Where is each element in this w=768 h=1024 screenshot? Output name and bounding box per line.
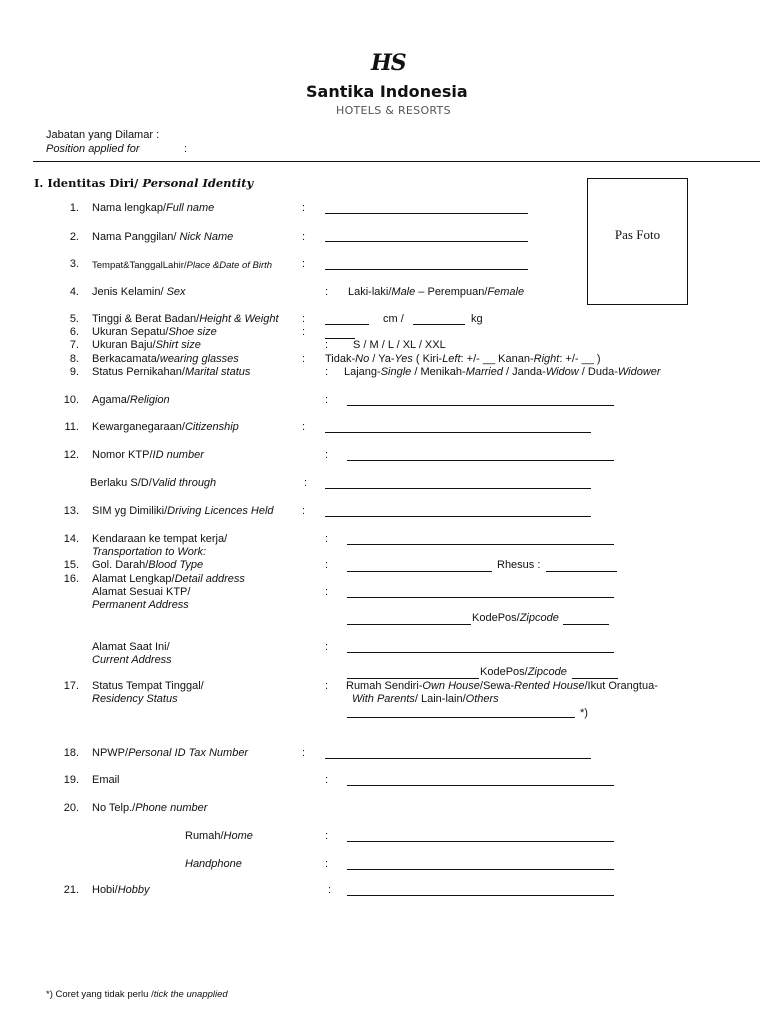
nick-name-label: Nama Panggilan/ Nick Name: [92, 231, 234, 243]
residency-label-en: Residency Status: [92, 693, 178, 705]
residency-others-field[interactable]: [347, 717, 575, 718]
full-name-label: Nama lengkap/Full name: [92, 202, 215, 214]
handphone-label: Handphone: [185, 858, 242, 870]
colon: :: [325, 641, 329, 653]
weight-field[interactable]: [413, 324, 465, 325]
row-number: 10.: [63, 394, 79, 406]
driving-licence-field[interactable]: [325, 516, 591, 517]
permanent-address-field[interactable]: [347, 597, 614, 598]
id-number-field[interactable]: [347, 460, 614, 461]
glasses-options[interactable]: Tidak-No / Ya-Yes ( Kiri-Left: +/- __ Kanan-Right: +/- __ ): [325, 353, 601, 365]
current-address-label: Alamat Saat Ini/: [92, 641, 170, 653]
permanent-address-label-en: Permanent Address: [92, 599, 189, 611]
row-number: 13.: [63, 505, 79, 517]
residency-label: Status Tempat Tinggal/: [92, 680, 204, 692]
row-number: 9.: [69, 366, 79, 378]
sex-label: Jenis Kelamin/ Sex: [92, 286, 186, 298]
shirt-size-label: Ukuran Baju/Shirt size: [92, 339, 201, 351]
unit-cm: cm /: [383, 313, 404, 325]
row-number: 11.: [64, 421, 79, 433]
height-field[interactable]: [325, 324, 369, 325]
residency-options-line1[interactable]: Rumah Sendiri-Own House/Sewa-Rented House/Ikut Orangtua-: [346, 680, 658, 692]
colon: :: [302, 505, 306, 517]
colon: :: [302, 202, 306, 214]
permanent-zipcode-field[interactable]: [563, 624, 609, 625]
position-label: Jabatan yang Dilamar :: [46, 129, 160, 141]
permanent-zipcode-label: KodePos/Zipcode: [472, 612, 559, 624]
colon: :: [302, 258, 306, 270]
tax-number-label: NPWP/Personal ID Tax Number: [92, 747, 249, 759]
colon: :: [302, 747, 306, 759]
unit-kg: kg: [471, 313, 483, 325]
blood-type-label: Gol. Darah/Blood Type: [92, 559, 204, 571]
row-number: 20.: [63, 802, 79, 814]
residency-options-line2[interactable]: With Parents/ Lain-lain/Others: [352, 693, 499, 705]
shirt-size-options[interactable]: S / M / L / XL / XXL: [353, 339, 446, 351]
permanent-address-label: Alamat Sesuai KTP/: [92, 586, 191, 598]
transport-label: Kendaraan ke tempat kerja/: [92, 533, 228, 545]
colon: :: [325, 858, 329, 870]
current-address-field[interactable]: [347, 652, 614, 653]
shoe-size-label: Ukuran Sepatu/Shoe size: [92, 326, 217, 338]
row-number: 12.: [63, 449, 79, 461]
detail-address-label: Alamat Lengkap/Detail address: [92, 573, 245, 585]
row-number: 21.: [63, 884, 79, 896]
religion-label: Agama/Religion: [92, 394, 170, 406]
row-number: 2.: [69, 231, 79, 243]
colon: :: [302, 326, 306, 338]
birth-label: Tempat&TanggalLahir/Place &Date of Birth: [92, 260, 273, 271]
full-name-field[interactable]: [325, 213, 528, 214]
colon: :: [302, 231, 306, 243]
position-colon: :: [184, 143, 188, 155]
colon: :: [302, 421, 306, 433]
glasses-label: Berkacamata/wearing glasses: [92, 353, 239, 365]
photo-label: Pas Foto: [614, 227, 661, 242]
rhesus-label: Rhesus :: [497, 559, 541, 571]
tax-number-field[interactable]: [325, 758, 591, 759]
row-number: 8.: [69, 353, 79, 365]
residency-note: *): [580, 707, 588, 719]
religion-field[interactable]: [347, 405, 614, 406]
row-number: 15.: [63, 559, 79, 571]
colon: :: [304, 477, 308, 489]
transport-field[interactable]: [347, 544, 614, 545]
brand-name: Santika Indonesia: [306, 82, 468, 101]
footnote: *) Coret yang tidak perlu /tick the unapplied: [46, 989, 228, 1000]
colon: :: [325, 286, 329, 298]
row-number: 4.: [69, 286, 79, 298]
colon: :: [325, 339, 329, 351]
current-zipcode-field[interactable]: [572, 678, 618, 679]
hobby-label: Hobi/Hobby: [92, 884, 150, 896]
row-number: 18.: [63, 747, 79, 759]
handphone-field[interactable]: [347, 869, 614, 870]
citizenship-label: Kewarganegaraan/Citizenship: [92, 421, 239, 433]
row-number: 6.: [69, 326, 79, 338]
valid-through-label: Berlaku S/D/Valid through: [90, 477, 217, 489]
brand-subtitle: HOTELS & RESORTS: [336, 104, 451, 117]
header-divider: [33, 161, 760, 162]
row-number: 7.: [69, 339, 79, 351]
rhesus-field[interactable]: [546, 571, 617, 572]
current-zipcode-label: KodePos/Zipcode: [480, 666, 567, 678]
email-label: Email: [92, 774, 120, 786]
colon: :: [325, 533, 329, 545]
colon: :: [325, 559, 329, 571]
valid-through-field[interactable]: [325, 488, 591, 489]
row-number: 5.: [69, 313, 79, 325]
colon: :: [302, 313, 306, 325]
colon: :: [302, 353, 306, 365]
nick-name-field[interactable]: [325, 241, 528, 242]
sex-options[interactable]: Laki-laki/Male – Perempuan/Female: [348, 286, 525, 298]
section-title: I. Identitas Diri/ Personal Identity: [34, 176, 254, 190]
row-number: 16.: [63, 573, 79, 585]
colon: :: [325, 774, 329, 786]
shoe-size-field[interactable]: [325, 338, 355, 339]
colon: :: [328, 884, 332, 896]
current-address-field-2[interactable]: [347, 678, 479, 679]
row-number: 1.: [69, 202, 79, 214]
row-number: 19.: [63, 774, 79, 786]
driving-licence-label: SIM yg Dimiliki/Driving Licences Held: [92, 505, 274, 517]
colon: :: [325, 366, 329, 378]
permanent-address-field-2[interactable]: [347, 624, 471, 625]
email-field[interactable]: [347, 785, 614, 786]
hobby-field[interactable]: [347, 895, 614, 896]
marital-label: Status Pernikahan/Marital status: [92, 366, 251, 378]
home-phone-label: Rumah/Home: [185, 830, 253, 842]
row-number: 3.: [69, 258, 79, 270]
blood-type-field[interactable]: [347, 571, 492, 572]
home-phone-field[interactable]: [347, 841, 614, 842]
row-number: 14.: [63, 533, 79, 545]
colon: :: [325, 394, 329, 406]
phone-label: No Telp./Phone number: [92, 802, 208, 814]
colon: :: [325, 680, 329, 692]
transport-label-en: Transportation to Work:: [92, 546, 207, 558]
position-label-en: Position applied for: [46, 143, 140, 155]
birth-field[interactable]: [325, 269, 528, 270]
current-address-label-en: Current Address: [92, 654, 172, 666]
colon: :: [325, 830, 329, 842]
row-number: 17.: [63, 680, 79, 692]
colon: :: [325, 449, 329, 461]
height-weight-label: Tinggi & Berat Badan/Height & Weight: [92, 313, 279, 325]
id-number-label: Nomor KTP/ID number: [92, 449, 204, 461]
citizenship-field[interactable]: [325, 432, 591, 433]
brand-logo-mark: HS: [371, 50, 406, 76]
photo-box: [587, 178, 688, 305]
marital-options[interactable]: Lajang-Single / Menikah-Married / Janda-Widow / Duda-Widower: [344, 366, 661, 378]
colon: :: [325, 586, 329, 598]
